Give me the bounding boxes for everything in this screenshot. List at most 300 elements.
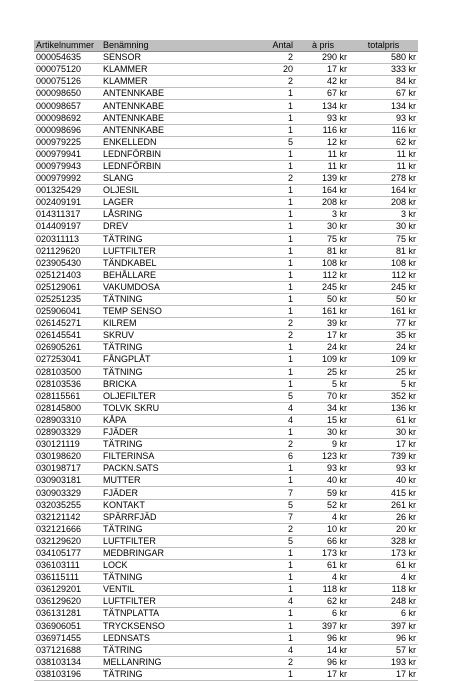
cell-quantity: 1 [205,378,297,390]
cell-unit-price: 134 kr [297,100,349,112]
cell-article-number: 030903329 [34,487,101,499]
cell-quantity: 1 [205,124,297,136]
table-row [34,414,418,426]
cell-total-price: 208 kr [349,197,418,209]
cell-unit-price: 108 kr [297,257,349,269]
cell-description: OLJESIL [101,185,205,197]
cell-total-price: 62 kr [349,136,418,148]
cell-total-price: 40 kr [349,475,418,487]
cell-unit-price: 3 kr [297,209,349,221]
cell-article-number: 000098692 [34,112,101,124]
table-row [34,52,418,64]
cell-article-number: 002409191 [34,197,101,209]
cell-quantity: 4 [205,414,297,426]
table-row [34,173,418,185]
cell-total-price: 352 kr [349,390,418,402]
cell-total-price: 81 kr [349,245,418,257]
cell-description: LEDNSATS [101,632,205,644]
cell-description: VENTIL [101,584,205,596]
cell-quantity: 1 [205,608,297,620]
cell-description: SLANG [101,173,205,185]
cell-total-price: 333 kr [349,64,418,76]
cell-quantity: 1 [205,257,297,269]
cell-unit-price: 12 kr [297,136,349,148]
cell-quantity: 4 [205,644,297,656]
cell-quantity: 5 [205,535,297,547]
cell-quantity: 1 [205,160,297,172]
cell-total-price: 112 kr [349,269,418,281]
cell-unit-price: 17 kr [297,64,349,76]
cell-quantity: 1 [205,560,297,572]
cell-article-number: 028903329 [34,427,101,439]
cell-quantity: 5 [205,499,297,511]
cell-unit-price: 118 kr [297,584,349,596]
cell-quantity: 2 [205,76,297,88]
table-row [34,257,418,269]
table-row [34,475,418,487]
cell-description: LEDNFÖRBIN [101,148,205,160]
cell-total-price: 17 kr [349,439,418,451]
cell-quantity: 20 [205,64,297,76]
cell-article-number: 025121403 [34,269,101,281]
cell-unit-price: 6 kr [297,608,349,620]
cell-article-number: 028103536 [34,378,101,390]
cell-article-number: 000054635 [34,52,101,64]
cell-quantity: 5 [205,390,297,402]
cell-description: ANTENNKABE [101,100,205,112]
cell-description: TRYCKSENSO [101,620,205,632]
table-row [34,656,418,668]
cell-description: LAGER [101,197,205,209]
cell-description: TÄTNING [101,366,205,378]
cell-unit-price: 96 kr [297,632,349,644]
table-row [34,148,418,160]
cell-total-price: 35 kr [349,330,418,342]
cell-total-price: 77 kr [349,318,418,330]
table-row [34,608,418,620]
cell-description: ANTENNKABE [101,112,205,124]
table-row [34,499,418,511]
cell-article-number: 037121688 [34,644,101,656]
cell-quantity: 1 [205,185,297,197]
cell-total-price: 17 kr [349,668,418,680]
cell-total-price: 278 kr [349,173,418,185]
table-row [34,293,418,305]
cell-article-number: 014409197 [34,221,101,233]
table-row [34,572,418,584]
table-row [34,318,418,330]
table-row [34,354,418,366]
cell-unit-price: 42 kr [297,76,349,88]
cell-quantity: 7 [205,511,297,523]
cell-description: TÄTRING [101,439,205,451]
cell-article-number: 025906041 [34,306,101,318]
cell-total-price: 248 kr [349,596,418,608]
cell-quantity: 1 [205,463,297,475]
cell-description: LUFTFILTER [101,245,205,257]
cell-total-price: 134 kr [349,100,418,112]
table-row [34,64,418,76]
cell-article-number: 026145541 [34,330,101,342]
table-row [34,378,418,390]
cell-quantity: 1 [205,100,297,112]
cell-total-price: 93 kr [349,463,418,475]
cell-article-number: 000979941 [34,148,101,160]
cell-unit-price: 70 kr [297,390,349,402]
cell-description: MUTTER [101,475,205,487]
cell-quantity: 1 [205,112,297,124]
cell-article-number: 000979943 [34,160,101,172]
table-row [34,668,418,680]
cell-quantity: 1 [205,245,297,257]
cell-article-number: 026905261 [34,342,101,354]
table-row [34,451,418,463]
cell-article-number: 000075120 [34,64,101,76]
cell-article-number: 030198717 [34,463,101,475]
cell-unit-price: 290 kr [297,52,349,64]
table-row [34,185,418,197]
cell-description: FJÄDER [101,487,205,499]
cell-quantity: 1 [205,632,297,644]
cell-article-number: 020311113 [34,233,101,245]
table-row [34,584,418,596]
table-row [34,209,418,221]
table-row [34,76,418,88]
cell-total-price: 116 kr [349,124,418,136]
cell-article-number: 000979225 [34,136,101,148]
cell-total-price: 30 kr [349,221,418,233]
table-row [34,644,418,656]
cell-unit-price: 397 kr [297,620,349,632]
cell-article-number: 030121119 [34,439,101,451]
cell-article-number: 032129620 [34,535,101,547]
cell-quantity: 1 [205,620,297,632]
cell-quantity: 7 [205,487,297,499]
cell-quantity: 2 [205,173,297,185]
cell-article-number: 000098650 [34,88,101,100]
table-row [34,390,418,402]
cell-article-number: 036103111 [34,560,101,572]
cell-article-number: 021129620 [34,245,101,257]
cell-article-number: 032035255 [34,499,101,511]
cell-quantity: 1 [205,221,297,233]
table-row [34,88,418,100]
cell-article-number: 036906051 [34,620,101,632]
cell-article-number: 027253041 [34,354,101,366]
cell-total-price: 173 kr [349,547,418,559]
cell-description: ANTENNKABE [101,88,205,100]
cell-unit-price: 66 kr [297,535,349,547]
cell-description: TOLVK SKRU [101,402,205,414]
cell-unit-price: 50 kr [297,293,349,305]
cell-quantity: 1 [205,269,297,281]
cell-total-price: 161 kr [349,306,418,318]
cell-unit-price: 81 kr [297,245,349,257]
table-row [34,366,418,378]
cell-article-number: 032121666 [34,523,101,535]
table-row [34,269,418,281]
cell-description: TÄTRING [101,342,205,354]
cell-unit-price: 11 kr [297,160,349,172]
cell-unit-price: 30 kr [297,427,349,439]
cell-quantity: 1 [205,547,297,559]
cell-unit-price: 4 kr [297,572,349,584]
cell-article-number: 000075126 [34,76,101,88]
header-row [34,40,418,52]
cell-unit-price: 139 kr [297,173,349,185]
header-total-price: totalpris [349,40,418,52]
table-row [34,560,418,572]
cell-description: TÄTRING [101,233,205,245]
cell-total-price: 397 kr [349,620,418,632]
cell-article-number: 036131281 [34,608,101,620]
table-row [34,523,418,535]
table-row [34,439,418,451]
cell-unit-price: 116 kr [297,124,349,136]
cell-description: SENSOR [101,52,205,64]
cell-article-number: 038103196 [34,668,101,680]
cell-total-price: 136 kr [349,402,418,414]
cell-quantity: 1 [205,209,297,221]
cell-unit-price: 67 kr [297,88,349,100]
cell-description: TÄTRING [101,523,205,535]
cell-description: KLAMMER [101,64,205,76]
cell-description: TÄNDKABEL [101,257,205,269]
cell-quantity: 2 [205,656,297,668]
cell-quantity: 5 [205,136,297,148]
cell-description: LUFTFILTER [101,596,205,608]
cell-description: ENKELLEDN [101,136,205,148]
cell-unit-price: 10 kr [297,523,349,535]
table-row [34,342,418,354]
cell-total-price: 3 kr [349,209,418,221]
cell-unit-price: 208 kr [297,197,349,209]
cell-unit-price: 25 kr [297,366,349,378]
cell-quantity: 4 [205,596,297,608]
cell-description: LÅSRING [101,209,205,221]
spreadsheet [34,40,418,681]
cell-total-price: 96 kr [349,632,418,644]
cell-article-number: 036115111 [34,572,101,584]
cell-unit-price: 112 kr [297,269,349,281]
cell-article-number: 014311317 [34,209,101,221]
cell-quantity: 6 [205,451,297,463]
table-row [34,620,418,632]
cell-total-price: 164 kr [349,185,418,197]
cell-article-number: 023905430 [34,257,101,269]
cell-quantity: 1 [205,475,297,487]
table-row [34,100,418,112]
cell-unit-price: 9 kr [297,439,349,451]
table-row [34,596,418,608]
cell-description: BRICKA [101,378,205,390]
table-row [34,112,418,124]
cell-quantity: 1 [205,148,297,160]
table-row [34,281,418,293]
cell-quantity: 1 [205,342,297,354]
cell-total-price: 118 kr [349,584,418,596]
cell-description: DREV [101,221,205,233]
cell-unit-price: 14 kr [297,644,349,656]
cell-quantity: 1 [205,306,297,318]
cell-description: ANTENNKABE [101,124,205,136]
cell-description: TÄTRING [101,668,205,680]
cell-total-price: 24 kr [349,342,418,354]
cell-quantity: 1 [205,88,297,100]
cell-total-price: 328 kr [349,535,418,547]
cell-total-price: 25 kr [349,366,418,378]
cell-total-price: 67 kr [349,88,418,100]
cell-quantity: 2 [205,523,297,535]
cell-unit-price: 59 kr [297,487,349,499]
cell-unit-price: 5 kr [297,378,349,390]
table-row [34,245,418,257]
cell-description: TEMP SENSO [101,306,205,318]
cell-quantity: 1 [205,584,297,596]
cell-description: FILTERINSA [101,451,205,463]
table-row [34,402,418,414]
cell-quantity: 1 [205,197,297,209]
cell-quantity: 1 [205,668,297,680]
cell-unit-price: 11 kr [297,148,349,160]
cell-total-price: 61 kr [349,560,418,572]
table-row [34,427,418,439]
cell-total-price: 415 kr [349,487,418,499]
cell-total-price: 11 kr [349,148,418,160]
table-row [34,160,418,172]
cell-description: LEDNFÖRBIN [101,160,205,172]
cell-article-number: 030903181 [34,475,101,487]
cell-unit-price: 30 kr [297,221,349,233]
cell-quantity: 1 [205,572,297,584]
cell-description: FJÄDER [101,427,205,439]
cell-total-price: 84 kr [349,76,418,88]
cell-description: KLAMMER [101,76,205,88]
cell-article-number: 036971455 [34,632,101,644]
parts-table [34,40,418,681]
cell-article-number: 000098657 [34,100,101,112]
cell-total-price: 50 kr [349,293,418,305]
cell-unit-price: 109 kr [297,354,349,366]
cell-unit-price: 96 kr [297,656,349,668]
cell-article-number: 034105177 [34,547,101,559]
cell-article-number: 000979992 [34,173,101,185]
cell-total-price: 5 kr [349,378,418,390]
cell-description: TÄTRING [101,644,205,656]
cell-quantity: 1 [205,233,297,245]
cell-total-price: 6 kr [349,608,418,620]
cell-quantity: 1 [205,281,297,293]
table-row [34,306,418,318]
cell-article-number: 001325429 [34,185,101,197]
cell-unit-price: 24 kr [297,342,349,354]
cell-total-price: 245 kr [349,281,418,293]
cell-total-price: 75 kr [349,233,418,245]
cell-description: FÅNGPLÅT [101,354,205,366]
cell-description: TÄTNPLATTA [101,608,205,620]
cell-unit-price: 39 kr [297,318,349,330]
cell-unit-price: 4 kr [297,511,349,523]
table-row [34,487,418,499]
cell-quantity: 1 [205,354,297,366]
cell-total-price: 261 kr [349,499,418,511]
cell-description: MELLANRING [101,656,205,668]
cell-unit-price: 93 kr [297,463,349,475]
cell-article-number: 036129620 [34,596,101,608]
cell-total-price: 4 kr [349,572,418,584]
cell-total-price: 580 kr [349,52,418,64]
cell-description: KÅPA [101,414,205,426]
table-row [34,632,418,644]
cell-article-number: 036129201 [34,584,101,596]
cell-article-number: 030198620 [34,451,101,463]
cell-description: KILREM [101,318,205,330]
cell-unit-price: 173 kr [297,547,349,559]
cell-total-price: 11 kr [349,160,418,172]
cell-article-number: 028115561 [34,390,101,402]
cell-description: TÄTNING [101,572,205,584]
cell-description: BEHÅLLARE [101,269,205,281]
cell-total-price: 109 kr [349,354,418,366]
cell-quantity: 2 [205,330,297,342]
cell-unit-price: 34 kr [297,402,349,414]
cell-unit-price: 62 kr [297,596,349,608]
cell-article-number: 000098696 [34,124,101,136]
cell-description: PACKN.SATS [101,463,205,475]
table-row [34,547,418,559]
cell-unit-price: 161 kr [297,306,349,318]
cell-quantity: 2 [205,439,297,451]
table-row [34,511,418,523]
cell-quantity: 2 [205,52,297,64]
cell-description: MEDBRINGAR [101,547,205,559]
cell-total-price: 26 kr [349,511,418,523]
table-row [34,233,418,245]
cell-quantity: 4 [205,402,297,414]
cell-total-price: 61 kr [349,414,418,426]
cell-total-price: 93 kr [349,112,418,124]
cell-unit-price: 52 kr [297,499,349,511]
cell-unit-price: 245 kr [297,281,349,293]
cell-description: SPÄRRFJÄD [101,511,205,523]
cell-quantity: 1 [205,293,297,305]
cell-unit-price: 93 kr [297,112,349,124]
cell-article-number: 025129061 [34,281,101,293]
cell-description: KONTAKT [101,499,205,511]
cell-total-price: 108 kr [349,257,418,269]
cell-article-number: 028903310 [34,414,101,426]
cell-article-number: 026145271 [34,318,101,330]
cell-total-price: 20 kr [349,523,418,535]
cell-article-number: 028145800 [34,402,101,414]
header-quantity: Antal [205,40,297,52]
table-row [34,136,418,148]
cell-description: OLJEFILTER [101,390,205,402]
cell-article-number: 038103134 [34,656,101,668]
cell-description: LOCK [101,560,205,572]
table-row [34,197,418,209]
cell-article-number: 032121142 [34,511,101,523]
table-body [34,52,418,681]
table-row [34,124,418,136]
cell-description: TÄTNING [101,293,205,305]
cell-quantity: 2 [205,318,297,330]
cell-unit-price: 164 kr [297,185,349,197]
table-row [34,535,418,547]
cell-unit-price: 61 kr [297,560,349,572]
header-unit-price: à pris [297,40,349,52]
header-article-number: Artikelnummer [34,40,101,52]
